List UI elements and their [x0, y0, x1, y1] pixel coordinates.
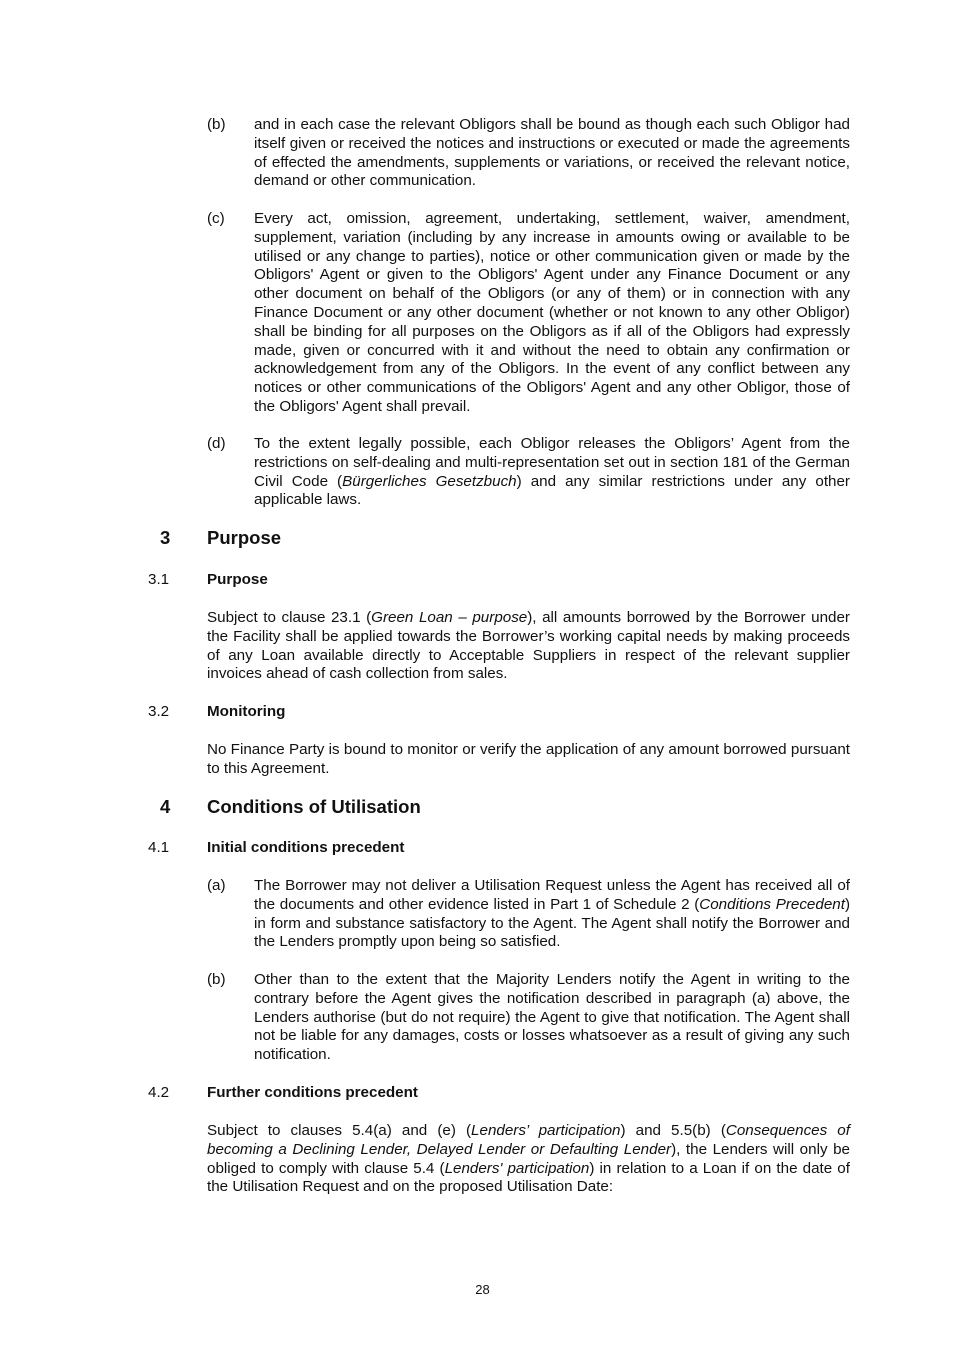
- paragraph-label: (a): [207, 877, 226, 894]
- page-number: 28: [475, 1282, 490, 1297]
- clause-number: 3.2: [148, 703, 170, 720]
- section-title: Conditions of Utilisation: [207, 796, 421, 817]
- clause-text: No Finance Party is bound to monitor or verify the application of any amount borrowed pursuant to this Agreement.: [207, 741, 850, 777]
- clause-title: Further conditions precedent: [207, 1084, 418, 1101]
- italic-term: Bürgerliches Gesetzbuch: [342, 472, 517, 490]
- clause-number: 4.1: [148, 839, 170, 856]
- clause-title: Monitoring: [207, 703, 286, 720]
- paragraph-text: Every act, omission, agreement, undertaking, settlement, waiver, amendment, supplement, variation (including by any increase in amounts owing or available to be utilised or any change to parties), notice or other communication given or made by the Obligors' Agent or given to the Obligors' Agent under any Finance Document or any other document on behalf of the Obligors (or any of them) or in connection with any Finance Document or any other document (whether or not known to any other Obligor) shall be binding for all purposes on the Obligors as if all of the Obligors had expressly made, given or concurred with it and without the need to obtain any confirmation or acknowledgement from any of the Obligors. In the event of any conflict between any notices or other communications of the Obligors' Agent and any other Obligor, those of the Obligors' Agent shall prevail.: [254, 210, 850, 415]
- italic-term: Lenders' participation: [444, 1159, 590, 1177]
- paragraph-label: (d): [207, 435, 226, 452]
- clause-title: Purpose: [207, 571, 268, 588]
- section-number: 4: [160, 796, 171, 817]
- clause-title: Initial conditions precedent: [207, 839, 405, 856]
- clause-text: Subject to clauses 5.4(a) and (e) (Lenders’ participation) and 5.5(b) (Consequences of becoming a Declining Lender, Delayed Lender or Defaulting Lender), the Lenders will only be obliged to comply with clause 5.4 (Lenders' participation) in relation to a Loan if on the date of the Utilisation Request and on the proposed Utilisation Date:: [207, 1122, 850, 1196]
- italic-term: Lenders’ participation: [471, 1122, 621, 1139]
- italic-term: Green Loan – purpose: [371, 609, 528, 626]
- paragraph-label: (c): [207, 210, 225, 227]
- section-number: 3: [160, 527, 171, 548]
- paragraph-label: (b): [207, 971, 226, 988]
- clause-number: 3.1: [148, 571, 170, 588]
- paragraph-text: Other than to the extent that the Majority Lenders notify the Agent in writing to the contrary before the Agent gives the notification described in paragraph (a) above, the Lenders authorise (but do not require) the Agent to give that notification. The Agent shall not be liable for any damages, costs or losses whatsoever as a result of giving any such notification.: [254, 971, 850, 1064]
- clause-number: 4.2: [148, 1084, 170, 1101]
- paragraph-text: The Borrower may not deliver a Utilisation Request unless the Agent has received all of the documents and other evidence listed in Part 1 of Schedule 2 (Conditions Precedent) in form and substance satisfactory to the Agent. The Agent shall notify the Borrower and the Lenders promptly upon being so satisfied.: [254, 877, 850, 951]
- paragraph-text: and in each case the relevant Obligors shall be bound as though each such Obligor had itself given or received the notices and instructions or executed or made the agreements of effected the amendments, supplements or variations, or received the relevant notice, demand or other communication.: [254, 116, 850, 190]
- italic-term: Consequences of becoming a Declining Lender, Delayed Lender or Defaulting Lender: [207, 1122, 850, 1158]
- italic-term: Conditions Precedent: [699, 895, 845, 913]
- clause-text: Subject to clause 23.1 (Green Loan – purpose), all amounts borrowed by the Borrower under the Facility shall be applied towards the Borrower’s working capital needs by making proceeds of any Loan available directly to Acceptable Suppliers in respect of the relevant supplier invoices ahead of cash collection from sales.: [207, 609, 850, 683]
- paragraph-label: (b): [207, 116, 226, 133]
- paragraph-text: To the extent legally possible, each Obligor releases the Obligors’ Agent from the restrictions on self-dealing and multi-representation set out in section 181 of the German Civil Code (Bürgerliches Gesetzbuch) and any similar restrictions under any other applicable laws.: [254, 435, 850, 509]
- section-title: Purpose: [207, 527, 282, 548]
